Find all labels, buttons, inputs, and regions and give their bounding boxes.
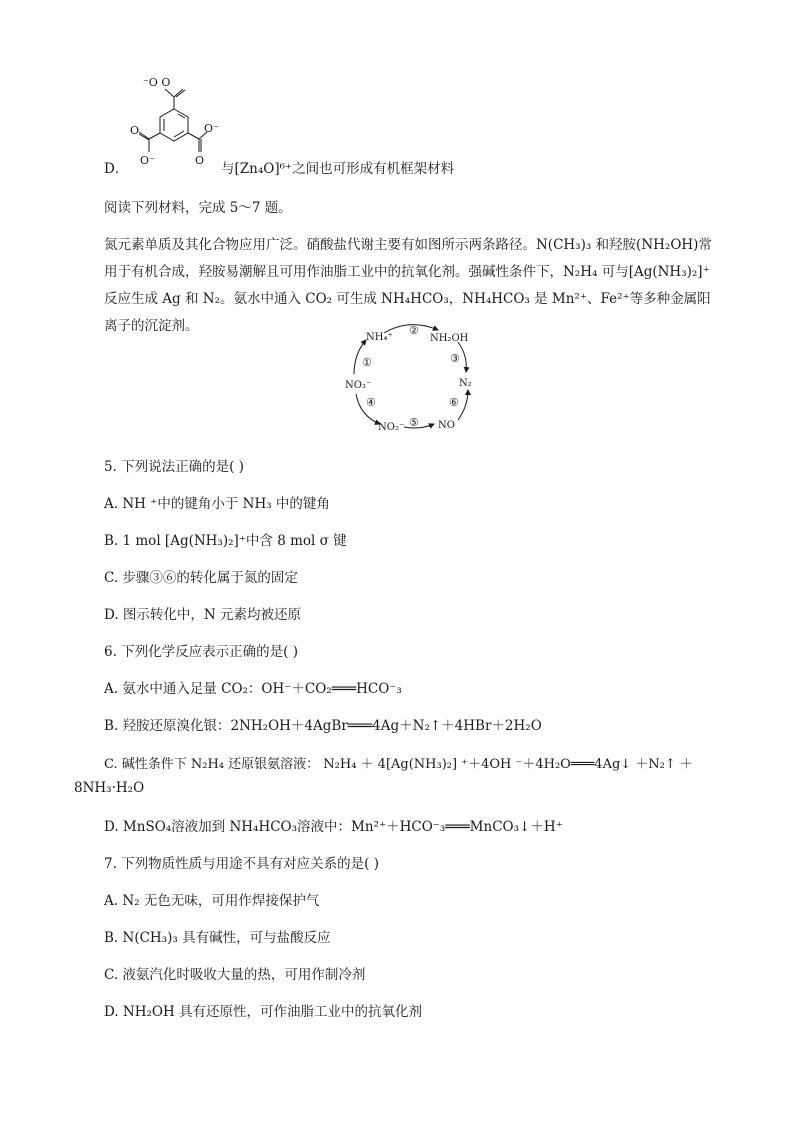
question-5-option-a: A. NH ⁺中的键角小于 NH₃ 中的键角 <box>104 496 330 512</box>
node-nh2oh: NH₂OH <box>430 333 469 344</box>
step-6: ⑥ <box>449 396 459 409</box>
question-7-option-c: C. 液氨汽化时吸收大量的热，可用作制冷剂 <box>104 967 366 983</box>
question-7-stem: 7. 下列物质性质与用途不具有对应关系的是( ) <box>104 856 379 872</box>
question-6-option-c: C. 碱性条件下 N₂H₄ 还原银氨溶液： N₂H₄ ＋ 4[Ag(NH₃)₂] ⁺＋4OH ⁻＋4H₂O═══4Ag↓ ＋N₂↑ ＋ <box>104 757 693 772</box>
question-6-stem: 6. 下列化学反应表示正确的是( ) <box>104 644 298 660</box>
reading-intro: 阅读下列材料，完成 5～7 题。 <box>104 200 292 216</box>
question-5-option-b: B. 1 mol [Ag(NH₃)₂]⁺中含 8 mol σ 键 <box>104 533 347 549</box>
structure-bottom-left: O⁻ <box>140 154 155 167</box>
question-7-option-b: B. N(CH₃)₃ 具有碱性，可与盐酸反应 <box>104 930 331 946</box>
node-n2: N₂ <box>459 378 472 389</box>
question-5-stem: 5. 下列说法正确的是( ) <box>104 459 244 475</box>
nitrogen-cycle-diagram <box>340 320 480 435</box>
question-5-option-d: D. 图示转化中，N 元素均被还原 <box>104 607 302 623</box>
passage: 氮元素单质及其化合物应用广泛。硝酸盐代谢主要有如图所示两条路径。N(CH₃)₃ 和羟胺(NH₂OH)常用于有机合成，羟胺易潮解且可用作油脂工业中的抗氧化剂。强碱性条件下，N₂H₄ 可与[Ag(NH₃)₂]⁺反应生成 Ag 和 N₂。氨水中通入 CO₂ 可生成 NH₄HCO₃，NH₄HCO₃ 是 Mn²⁺、Fe²⁺等多种金属阳离子的沉淀剂。 <box>104 237 712 334</box>
option-d-text: 与[Zn₄O]⁶⁺之间也可形成有机框架材料 <box>221 161 455 177</box>
node-no2: NO₂⁻ <box>378 422 405 433</box>
step-2: ② <box>409 324 419 337</box>
structure-top-group: ⁻O O <box>143 76 171 89</box>
option-d-label: D． <box>104 161 129 177</box>
question-6-option-c-cont: 8NH₃·H₂O <box>74 780 145 796</box>
structure-bottom-right: O <box>195 154 205 167</box>
step-4: ④ <box>366 396 376 409</box>
question-7-option-d: D. NH₂OH 具有还原性，可作油脂工业中的抗氧化剂 <box>104 1004 423 1020</box>
question-6-option-a: A. 氨水中通入足量 CO₂：OH⁻＋CO₂═══HCO⁻₃ <box>104 681 402 697</box>
question-6-option-b: B. 羟胺还原溴化银：2NH₂OH＋4AgBr═══4Ag＋N₂↑＋4HBr＋2H₂O <box>104 718 542 734</box>
question-7-option-a: A. N₂ 无色无味，可用作焊接保护气 <box>104 893 320 909</box>
node-no3: NO₃⁻ <box>345 380 372 391</box>
node-no: NO <box>438 420 455 431</box>
step-3: ③ <box>450 352 460 365</box>
step-5: ⑤ <box>409 416 419 429</box>
question-6-option-d: D. MnSO₄溶液加到 NH₄HCO₃溶液中：Mn²⁺＋HCO⁻₃═══MnCO₃↓＋H⁺ <box>104 819 563 835</box>
node-nh4: NH₄⁺ <box>366 332 393 343</box>
structure-right-group: O⁻ <box>204 122 219 135</box>
benzene-tricarboxylate-structure <box>118 74 228 174</box>
step-1: ① <box>362 356 372 369</box>
structure-left-o: O <box>130 124 140 137</box>
question-5-option-c: C. 步骤③⑥的转化属于氮的固定 <box>104 570 298 586</box>
